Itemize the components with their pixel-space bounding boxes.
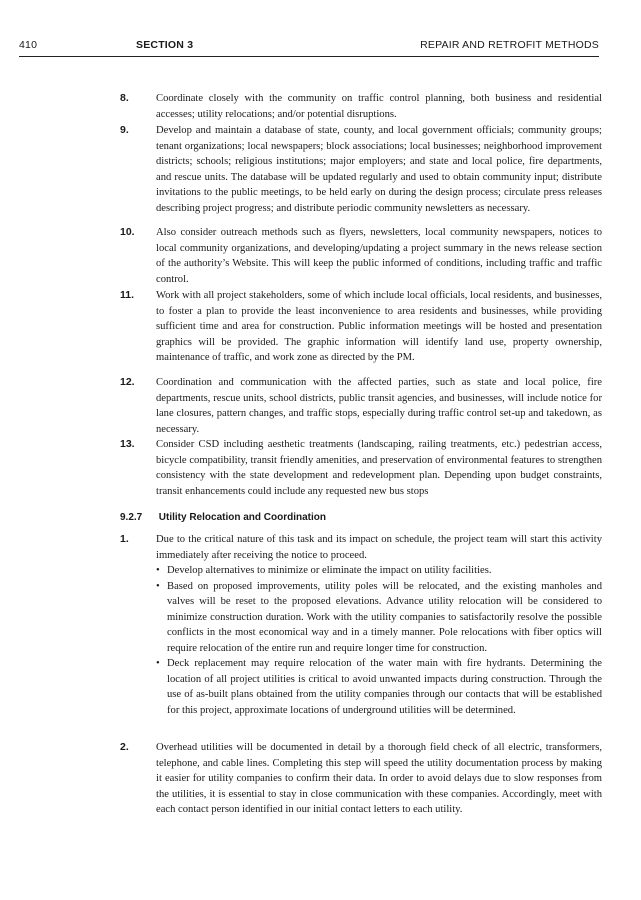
list-item-text: Work with all project stakeholders, some of which include local officials, local residents, and businesses, to foster a plan to provide the least inconvenience to area residents and businesses, while providing sufficient time and area for construction. Public information meetings will be hosted and presentation graphics will be provided. The graphic information will identify land use, property ownership, maintenance of traffic, and work zone as directed by the PM. [156,290,602,363]
list-item-text: Overhead utilities will be documented in detail by a thorough field check of all electric, transformers, telephone, and cable lines. Completing this step will speed the utility documentation process by making it easier for utility companies to confirm their data. In order to avoid delays due to slow responses from the utilities, it is essential to stay in close communication with these companies. Accordingly, meet with each contact person identified in our initial contact letters to each utility. [156,742,602,815]
list-item-9 [120,123,602,216]
bullet-dot-icon: • [156,565,160,576]
bullet-text: Develop alternatives to minimize or eliminate the impact on utility facilities. [167,565,492,576]
list-item-number: 8. [120,92,129,104]
list-item-8 [120,91,602,122]
bullet-dot-icon: • [156,658,160,669]
list-item-13 [120,437,602,499]
list-item-text: Coordinate closely with the community on traffic control planning, both business and residential accesses; utility relocations; and/or potential disruptions. [156,93,602,120]
list-item-text: Coordination and communication with the affected parties, such as state and local police, fire departments, rescue units, school districts, public transit agencies, and businesses, will include notice for lane closures, pattern changes, and traffic stops, especially during traffic control set-up and takedown, as necessary. [156,377,602,435]
list-item-number: 12. [120,376,135,388]
chapter-title: REPAIR AND RETROFIT METHODS [420,39,599,51]
bullet-dot-icon: • [156,580,160,592]
list-item-number: 9. [120,124,129,136]
bullet-text: Based on proposed improvements, utility poles will be relocated, and the existing manholes and valves will be reset to the proposed elevations. Advance utility relocation will be considered to minimize construction duration. Work with the utility companies to satisfactorily resolve the possible conflicts in the most economical way and in a timely manner. Pole relocations with fiber optics will require relocation of the entire run and require longer time for construction. [167,580,602,654]
list-item-text: Also consider outreach methods such as flyers, newsletters, local community newspapers, notices to local community organizations, and developing/updating a project summary in the news release section of the authority’s Website. This will keep the public informed of conditions, including traffic and traffic control. [156,227,602,285]
list-item-number: 10. [120,226,135,238]
section-label: SECTION 3 [136,39,194,51]
list-item-12 [120,375,602,437]
subsection-number: 9.2.7 [120,512,143,523]
utility-item-1 [120,532,602,718]
list-item-text: Due to the critical nature of this task and its impact on schedule, the project team will start this activity immediately after receiving the notice to proceed. [156,534,602,561]
list-item-10 [120,225,602,287]
bullet-item [156,563,602,579]
page-number: 410 [19,39,38,51]
list-item-11 [120,288,602,366]
list-item-text: Develop and maintain a database of state, county, and local government officials; community groups; tenant organizations; local newspapers; block associations; local businesses; neighborhood improvement districts; schools; religious institutions; major employers; and state and local police, fire departments, and rescue units. The database will be updated regularly and used to obtain community input; distribute invitations to the public meetings, to be held early on during the design process; circulate press releases describing project progress; and distribute periodic community newsletters as necessary. [156,125,602,214]
running-header [19,38,599,57]
bullet-item [156,579,602,657]
subsection-title: Utility Relocation and Coordination [158,512,327,523]
list-item-number: 1. [120,533,129,545]
subsection-heading [120,512,326,523]
bullet-item [156,656,602,718]
list-item-number: 13. [120,438,135,450]
list-item-number: 2. [120,741,129,753]
list-item-number: 11. [120,289,135,301]
utility-item-2 [120,740,602,818]
bullet-text: Deck replacement may require relocation of the water main with fire hydrants. Determining the location of all project utilities is critical to avoid unwanted impacts during construction. Through the use of as-built plans obtained from the utility companies through our contacts that will be established for this project, approximate locations of underground utilities will be determined. [167,658,602,716]
list-item-text: Consider CSD including aesthetic treatments (landscaping, railing treatments, etc.) pedestrian access, bicycle compatibility, transit friendly amenities, and preservation of environmental features to strengthen consistency with the state development and redevelopment plan. Depending upon budget constraints, transit enhancements could include any requested new bus stops [156,439,602,497]
